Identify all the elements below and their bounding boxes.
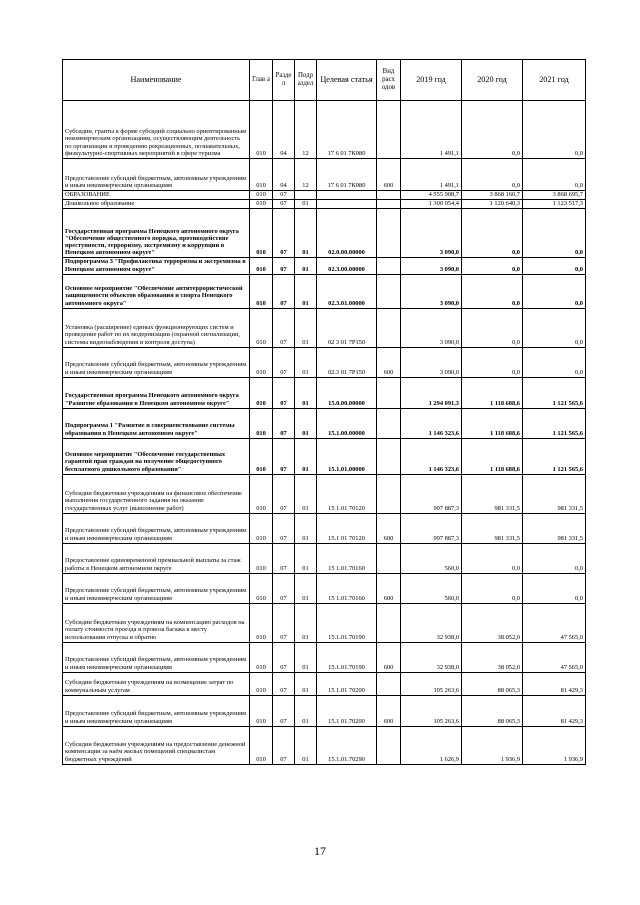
cell-glava: 010 <box>250 101 273 159</box>
cell-glava: 010 <box>250 543 273 573</box>
cell-vid: 600 <box>377 573 401 603</box>
table-header-row <box>63 60 586 101</box>
cell-target: 15.1.01.70190 <box>317 603 377 642</box>
cell-y2020: 0,0 <box>462 101 523 159</box>
table-body <box>63 101 586 765</box>
cell-podrazdel: 12 <box>295 159 317 191</box>
table-row <box>63 726 586 764</box>
cell-target: 15.1.01.00000 <box>317 438 377 474</box>
cell-razdel: 07 <box>273 438 295 474</box>
cell-glava: 010 <box>250 209 273 258</box>
cell-vid <box>377 308 401 347</box>
cell-y2021: 1 936,9 <box>523 726 586 764</box>
cell-y2021: 0,0 <box>523 258 586 274</box>
cell-target: 15.0.00.00000 <box>317 377 377 408</box>
cell-y2020: 0,0 <box>462 258 523 274</box>
cell-vid <box>377 274 401 308</box>
cell-name: Подпрограмма 1 "Развитие и совершенствование системы образования в Ненецком автономном округе" <box>63 408 250 438</box>
cell-y2020: 1 118 688,6 <box>462 408 523 438</box>
cell-razdel: 07 <box>273 513 295 543</box>
cell-y2019: 3 090,0 <box>401 308 462 347</box>
cell-y2020: 1 118 688,6 <box>462 438 523 474</box>
cell-y2019: 3 090,0 <box>401 258 462 274</box>
cell-vid: 600 <box>377 347 401 377</box>
cell-vid <box>377 209 401 258</box>
cell-razdel: 07 <box>273 191 295 200</box>
cell-y2021: 81 429,3 <box>523 695 586 726</box>
cell-podrazdel <box>295 191 317 200</box>
cell-y2019: 4 555 908,7 <box>401 191 462 200</box>
page-number: 17 <box>314 844 326 858</box>
cell-y2021: 0,0 <box>523 101 586 159</box>
cell-y2020: 0,0 <box>462 209 523 258</box>
cell-y2019: 1 294 091,3 <box>401 377 462 408</box>
cell-podrazdel: 01 <box>295 377 317 408</box>
cell-y2020: 0,0 <box>462 347 523 377</box>
cell-razdel: 07 <box>273 200 295 209</box>
table-row <box>63 408 586 438</box>
cell-glava: 010 <box>250 308 273 347</box>
cell-target: 15 1.01.70160 <box>317 543 377 573</box>
cell-y2019: 105 263,6 <box>401 695 462 726</box>
cell-y2019: 560,0 <box>401 543 462 573</box>
table-row <box>63 191 586 200</box>
cell-y2019: 1 146 323,6 <box>401 408 462 438</box>
table-row <box>63 274 586 308</box>
cell-y2019: 32 938,0 <box>401 642 462 672</box>
cell-y2019: 1 491,1 <box>401 101 462 159</box>
cell-y2021: 1 121 565,6 <box>523 377 586 408</box>
cell-podrazdel: 01 <box>295 274 317 308</box>
cell-podrazdel: 01 <box>295 513 317 543</box>
cell-vid <box>377 438 401 474</box>
cell-y2019: 3 090,0 <box>401 209 462 258</box>
cell-y2020: 88 065,3 <box>462 672 523 695</box>
cell-glava: 010 <box>250 274 273 308</box>
cell-name: Подпрограмма 3 "Профилактика терроризма и экстремизма в Ненецком автономном округе" <box>63 258 250 274</box>
cell-target: 15.1 01 70120 <box>317 513 377 543</box>
cell-y2019: 1 626,9 <box>401 726 462 764</box>
cell-razdel: 07 <box>273 408 295 438</box>
cell-y2021: 0,0 <box>523 543 586 573</box>
table-row <box>63 474 586 513</box>
cell-glava: 010 <box>250 726 273 764</box>
budget-table <box>62 59 586 765</box>
cell-razdel: 07 <box>273 603 295 642</box>
table-row <box>63 695 586 726</box>
cell-y2021: 981 331,5 <box>523 513 586 543</box>
cell-glava: 010 <box>250 377 273 408</box>
table-row <box>63 573 586 603</box>
table-row <box>63 209 586 258</box>
cell-vid: 600 <box>377 695 401 726</box>
header-vid: Вид расх одов <box>377 60 401 101</box>
cell-target: 15.1.01.70290 <box>317 726 377 764</box>
cell-razdel: 07 <box>273 274 295 308</box>
cell-podrazdel: 01 <box>295 308 317 347</box>
cell-podrazdel: 01 <box>295 209 317 258</box>
table-row <box>63 513 586 543</box>
cell-podrazdel: 01 <box>295 672 317 695</box>
cell-y2021: 0,0 <box>523 274 586 308</box>
cell-glava: 010 <box>250 258 273 274</box>
table-row <box>63 101 586 159</box>
cell-name: Основное мероприятие "Обеспечение государственных гарантий прав граждан на получение общедоступного бесплатного дошкольного образования" <box>63 438 250 474</box>
header-2019: 2019 год <box>401 60 462 101</box>
cell-y2020: 1 120 640,3 <box>462 200 523 209</box>
cell-podrazdel: 01 <box>295 726 317 764</box>
cell-glava: 010 <box>250 347 273 377</box>
cell-vid <box>377 726 401 764</box>
table-row <box>63 603 586 642</box>
cell-target: 15 1.01.70160 <box>317 573 377 603</box>
cell-y2019: 560,0 <box>401 573 462 603</box>
cell-name: Субсидии бюджетным учреждениям на возмещение затрат по коммунальным услугам <box>63 672 250 695</box>
cell-name: Субсидии бюджетным учреждениям на финансовое обеспечение выполнения государственного задания на оказание государственных услуг (выполнение работ) <box>63 474 250 513</box>
cell-name: Основное мероприятие "Обеспечение антитеррористической защищенности объектов образования и спорта Ненецкого автономного округа" <box>63 274 250 308</box>
table-row <box>63 347 586 377</box>
cell-vid <box>377 200 401 209</box>
cell-y2019: 105 263,6 <box>401 672 462 695</box>
cell-name: Предоставление субсидий бюджетным, автономным учреждениям и иным некоммерческим организациям <box>63 347 250 377</box>
cell-podrazdel: 01 <box>295 695 317 726</box>
cell-razdel: 07 <box>273 695 295 726</box>
cell-y2021: 1 123 517,3 <box>523 200 586 209</box>
table-row <box>63 200 586 209</box>
cell-vid <box>377 408 401 438</box>
cell-y2021: 3 868 695,7 <box>523 191 586 200</box>
cell-glava: 010 <box>250 191 273 200</box>
cell-y2021: 0,0 <box>523 159 586 191</box>
cell-y2020: 38 052,0 <box>462 603 523 642</box>
cell-podrazdel: 01 <box>295 573 317 603</box>
cell-glava: 010 <box>250 672 273 695</box>
cell-name: Предоставление единовременной премиальной выплаты за стаж работы в Ненецком автономном округе <box>63 543 250 573</box>
table-row <box>63 258 586 274</box>
cell-vid <box>377 258 401 274</box>
cell-y2021: 0,0 <box>523 573 586 603</box>
cell-glava: 010 <box>250 573 273 603</box>
cell-y2019: 997 887,3 <box>401 474 462 513</box>
cell-name: Предоставление субсидий бюджетным, автономным учреждениям и иным некоммерческим организациям <box>63 642 250 672</box>
cell-razdel: 07 <box>273 672 295 695</box>
cell-vid <box>377 603 401 642</box>
cell-target: 02.0.00.00000 <box>317 209 377 258</box>
cell-name: Субсидии бюджетным учреждениям на компенсацию расходов на оплату стоимости проезда и провоза багажа к месту использования отпуска и обратно <box>63 603 250 642</box>
cell-y2019: 1 146 323,6 <box>401 438 462 474</box>
cell-razdel: 07 <box>273 347 295 377</box>
cell-vid: 600 <box>377 513 401 543</box>
cell-razdel: 07 <box>273 474 295 513</box>
cell-glava: 010 <box>250 438 273 474</box>
cell-podrazdel: 01 <box>295 603 317 642</box>
cell-glava: 010 <box>250 200 273 209</box>
cell-vid <box>377 672 401 695</box>
cell-name: Субсидии бюджетным учреждениям на предоставление денежной компенсации за наём жилых помещений специалистам бюджетных учреждений <box>63 726 250 764</box>
cell-y2019: 32 938,0 <box>401 603 462 642</box>
cell-podrazdel: 01 <box>295 438 317 474</box>
cell-razdel: 07 <box>273 308 295 347</box>
cell-razdel: 07 <box>273 209 295 258</box>
cell-target: 02.3.01.00000 <box>317 274 377 308</box>
header-name: Наименование <box>63 60 250 101</box>
cell-y2021: 1 121 565,6 <box>523 438 586 474</box>
cell-name: ОБРАЗОВАНИЕ <box>63 191 250 200</box>
cell-y2019: 3 090,0 <box>401 347 462 377</box>
table-row <box>63 543 586 573</box>
cell-razdel: 07 <box>273 258 295 274</box>
cell-y2021: 0,0 <box>523 209 586 258</box>
cell-target: 02.3 01 7Р150 <box>317 347 377 377</box>
cell-y2021: 47 565,0 <box>523 642 586 672</box>
cell-y2020: 88 065,3 <box>462 695 523 726</box>
cell-y2020: 0,0 <box>462 274 523 308</box>
cell-razdel: 04 <box>273 159 295 191</box>
cell-target <box>317 191 377 200</box>
table-row <box>63 377 586 408</box>
cell-y2021: 981 331,5 <box>523 474 586 513</box>
cell-razdel: 07 <box>273 543 295 573</box>
header-podrazdel: Подр аздел <box>295 60 317 101</box>
cell-podrazdel: 01 <box>295 474 317 513</box>
cell-target: 17 6 01 7К080 <box>317 159 377 191</box>
cell-y2020: 0,0 <box>462 159 523 191</box>
cell-name: Предоставление субсидий бюджетным, автономным учреждениям и иным некоммерческим организациям <box>63 573 250 603</box>
cell-podrazdel: 01 <box>295 642 317 672</box>
cell-target: 02.3.00.00000 <box>317 258 377 274</box>
cell-podrazdel: 01 <box>295 258 317 274</box>
header-glava: Глав а <box>250 60 273 101</box>
table-row <box>63 438 586 474</box>
cell-y2021: 81 429,3 <box>523 672 586 695</box>
cell-vid: 600 <box>377 159 401 191</box>
cell-target: 15 1.01 70120 <box>317 474 377 513</box>
table-row <box>63 672 586 695</box>
cell-razdel: 07 <box>273 573 295 603</box>
cell-podrazdel: 12 <box>295 101 317 159</box>
cell-vid <box>377 474 401 513</box>
cell-y2020: 0,0 <box>462 573 523 603</box>
header-target: Целевая статья <box>317 60 377 101</box>
cell-name: Государственная программа Ненецкого автономного округа "Обеспечение общественного порядка, противодействие преступности, терроризму, экстремизму и коррупции в Ненецком автономном округе" <box>63 209 250 258</box>
cell-target: 17 6 01 7К080 <box>317 101 377 159</box>
cell-y2021: 0,0 <box>523 347 586 377</box>
header-2021: 2021 год <box>523 60 586 101</box>
cell-y2019: 1 300 054,4 <box>401 200 462 209</box>
cell-target: 15.1 01.70200 <box>317 695 377 726</box>
cell-y2019: 1 491,1 <box>401 159 462 191</box>
cell-y2020: 981 331,5 <box>462 474 523 513</box>
cell-razdel: 07 <box>273 726 295 764</box>
cell-y2021: 47 565,0 <box>523 603 586 642</box>
cell-target: 15 1.01 70200 <box>317 672 377 695</box>
cell-name: Предоставление субсидий бюджетным, автономным учреждениям и иным некоммерческим организациям <box>63 159 250 191</box>
cell-y2020: 981 331,5 <box>462 513 523 543</box>
cell-target: 15.1.01.70190 <box>317 642 377 672</box>
header-razdel: Разде л <box>273 60 295 101</box>
table-row <box>63 159 586 191</box>
cell-name: Государственная программа Ненецкого автономного округа "Развитие образования в Ненецком автономном округе" <box>63 377 250 408</box>
cell-name: Дошкольное образование <box>63 200 250 209</box>
cell-podrazdel: 01 <box>295 408 317 438</box>
cell-y2020: 38 052,0 <box>462 642 523 672</box>
cell-vid: 600 <box>377 642 401 672</box>
cell-y2020: 3 868 160,7 <box>462 191 523 200</box>
cell-razdel: 07 <box>273 642 295 672</box>
cell-podrazdel: 01 <box>295 200 317 209</box>
cell-razdel: 04 <box>273 101 295 159</box>
table-row <box>63 308 586 347</box>
cell-name: Установка (расширение) единых функционирующих систем и проведение работ по их модернизации (охранной сигнализации, системы видеонаблюдения и контроля доступа) <box>63 308 250 347</box>
table-row <box>63 642 586 672</box>
cell-y2020: 1 936,9 <box>462 726 523 764</box>
cell-glava: 010 <box>250 695 273 726</box>
cell-glava: 010 <box>250 408 273 438</box>
cell-y2021: 0,0 <box>523 308 586 347</box>
cell-glava: 010 <box>250 159 273 191</box>
cell-target: 02 3 01 7Р150 <box>317 308 377 347</box>
cell-glava: 010 <box>250 474 273 513</box>
cell-name: Предоставление субсидий бюджетным, автономным учреждениям и иным некоммерческим организациям <box>63 695 250 726</box>
cell-vid <box>377 377 401 408</box>
cell-vid <box>377 543 401 573</box>
cell-y2020: 1 118 688,6 <box>462 377 523 408</box>
cell-glava: 010 <box>250 642 273 672</box>
cell-vid <box>377 191 401 200</box>
cell-name: Предоставление субсидий бюджетным, автономным учреждениям и иным некоммерческим организациям <box>63 513 250 543</box>
cell-vid <box>377 101 401 159</box>
cell-name: Субсидии, гранты в форме субсидий социально ориентированным некоммерческим организациям, осуществляющим деятельность по организации и проведению рекреационных, познавательных, физкультурно-спортивных мероприятий в сфере туризма <box>63 101 250 159</box>
cell-target <box>317 200 377 209</box>
cell-razdel: 07 <box>273 377 295 408</box>
cell-y2019: 997 887,3 <box>401 513 462 543</box>
cell-y2019: 3 090,0 <box>401 274 462 308</box>
cell-y2021: 1 121 565,6 <box>523 408 586 438</box>
cell-podrazdel: 01 <box>295 347 317 377</box>
cell-podrazdel: 01 <box>295 543 317 573</box>
cell-y2020: 0,0 <box>462 543 523 573</box>
cell-target: 15.1.00.00000 <box>317 408 377 438</box>
cell-glava: 010 <box>250 513 273 543</box>
cell-y2020: 0,0 <box>462 308 523 347</box>
header-2020: 2020 год <box>462 60 523 101</box>
cell-glava: 010 <box>250 603 273 642</box>
